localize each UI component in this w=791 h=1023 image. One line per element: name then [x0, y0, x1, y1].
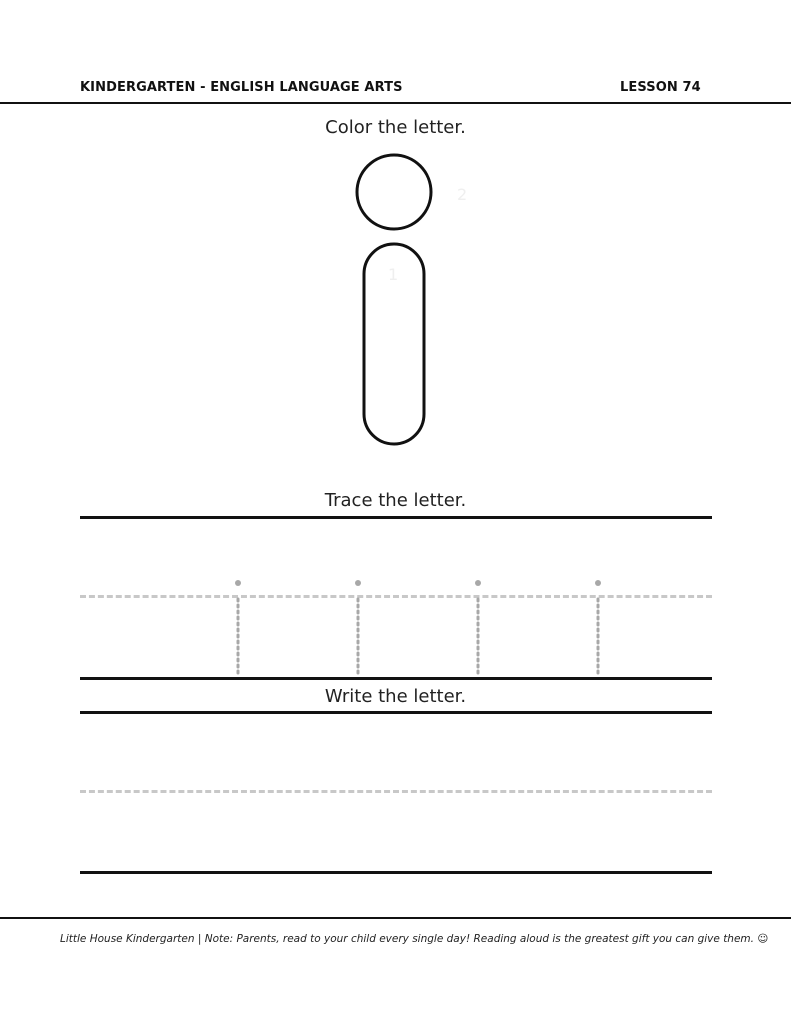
trace-letter-i-dot — [475, 580, 481, 586]
trace-letter-i-dot — [595, 580, 601, 586]
color-section-heading: Color the letter. — [325, 117, 466, 138]
trace-section-heading: Trace the letter. — [324, 490, 467, 511]
stroke-number-1: 1 — [388, 265, 399, 284]
write-midline — [80, 790, 712, 793]
lesson-number: LESSON 74 — [620, 80, 701, 95]
trace-baseline — [80, 677, 712, 680]
footer-divider — [0, 917, 791, 919]
footer-note: Little House Kindergarten | Note: Parents, read to your child every single day! Reading aloud is the greatest gift you can give them. ☺ — [60, 933, 769, 945]
write-section-heading: Write the letter. — [324, 686, 467, 707]
trace-letter-i-dot — [355, 580, 361, 586]
write-baseline — [80, 871, 712, 874]
write-top-line — [80, 711, 712, 714]
worksheet-subject-title: KINDERGARTEN - ENGLISH LANGUAGE ARTS — [80, 80, 403, 95]
trace-letter-i — [355, 580, 361, 673]
trace-letter-i — [475, 580, 481, 673]
trace-letter-i-dot — [235, 580, 241, 586]
stroke-number-2: 2 — [457, 185, 468, 204]
trace-letter-i — [235, 580, 241, 673]
trace-letter-i — [595, 580, 601, 673]
